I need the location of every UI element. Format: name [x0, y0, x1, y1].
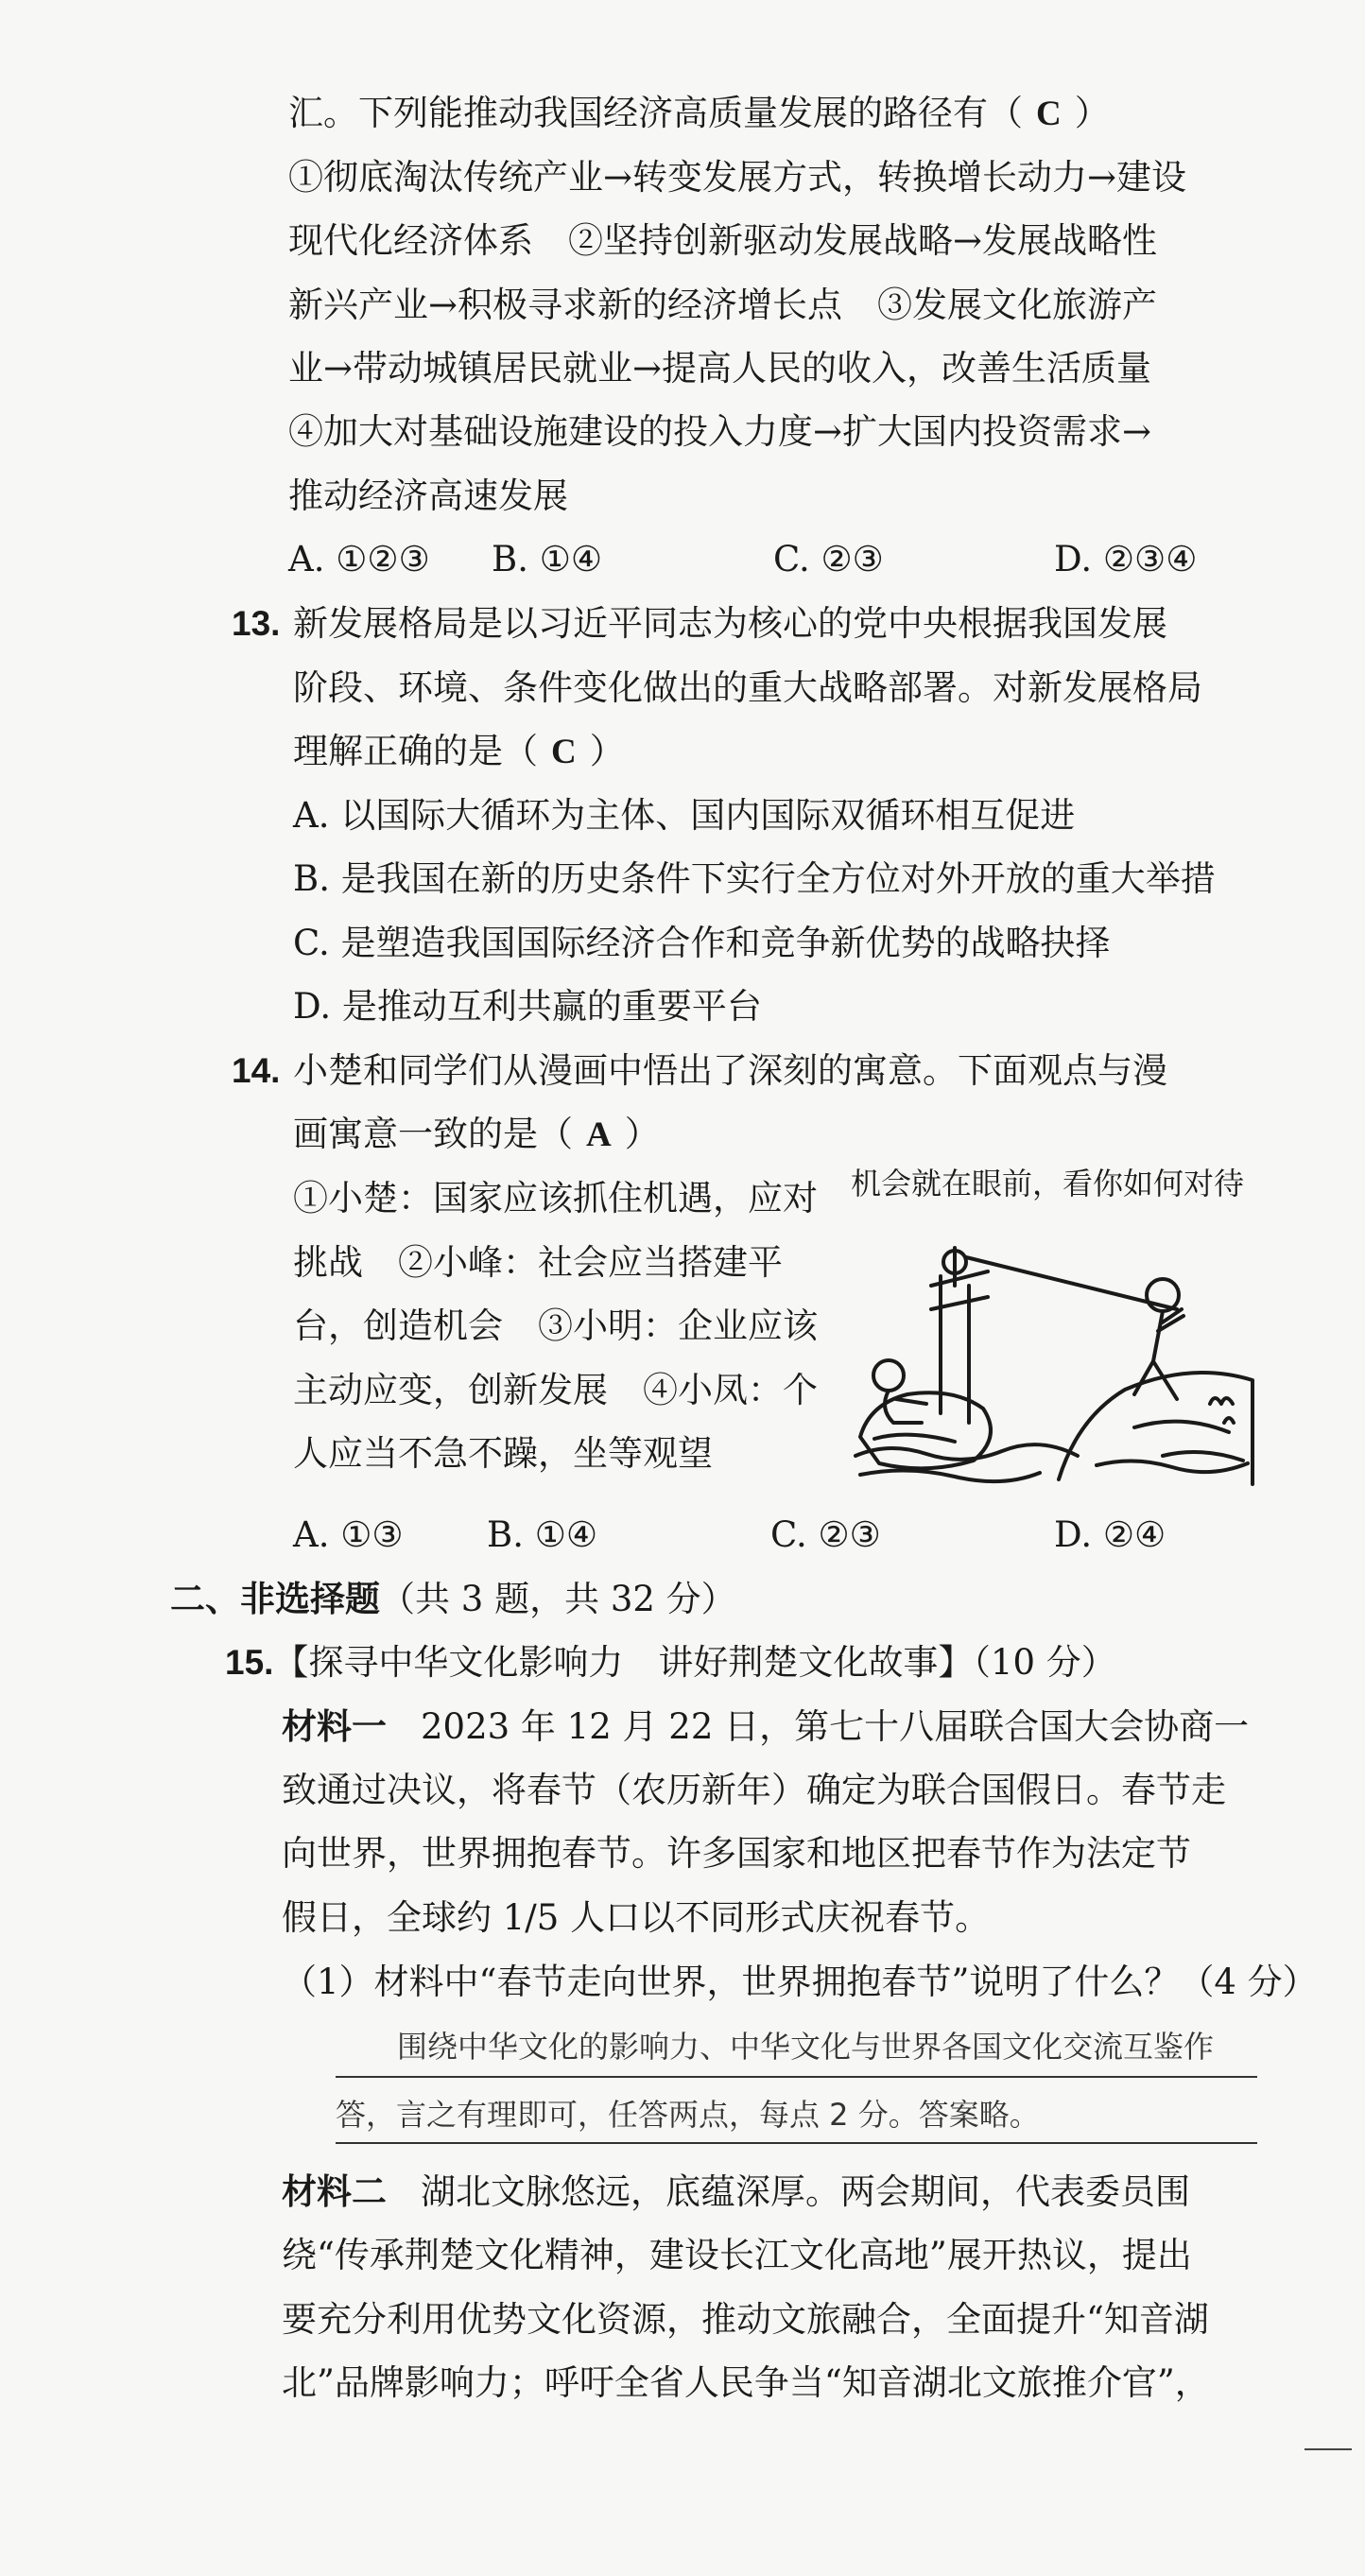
q14-option-c: C. ②③ [770, 1514, 881, 1555]
q14-stem-line-2 [293, 1110, 660, 1160]
material1-line-1 [282, 1702, 1249, 1752]
q13-answer: C [551, 733, 577, 771]
section2-title: 二、非选择题 [170, 1578, 380, 1619]
material1-line-2: 致通过决议，将春节（农历新年）确定为联合国假日。春节走 [282, 1770, 1226, 1810]
q14-option-d: D. ②④ [1054, 1514, 1166, 1555]
q12-stem-text: 汇。下列能推动我国经济高质量发展的路径有（ [288, 93, 1023, 133]
material2-line-2: 绕“传承荆楚文化精神，建设长江文化高地”展开热议，提出 [282, 2235, 1192, 2275]
q14-option-a: A. ①③ [293, 1514, 404, 1555]
material2-line-4: 北”品牌影响力；呼吁全省人民争当“知音湖北文旅推介官”， [282, 2362, 1210, 2403]
q13-option-a: A. 以国际大循环为主体、国内国际双循环相互促进 [293, 795, 1076, 836]
q12-stem-line-5: 业→带动城镇居民就业→提高人民的收入，改善生活质量 [288, 348, 1152, 389]
q14-stem-line-1: 小楚和同学们从漫画中悟出了深刻的寓意。下面观点与漫 [293, 1050, 1167, 1091]
q14-body-line-4: 主动应变，创新发展 ④小凤：个 [293, 1370, 818, 1410]
q12-option-d: D. ②③④ [1054, 539, 1198, 579]
answer-underline-1 [336, 2076, 1257, 2078]
q15-number: 15. [225, 1643, 274, 1682]
q14-number: 14. [232, 1051, 281, 1090]
q13-option-d: D. 是推动互利共赢的重要平台 [293, 986, 762, 1027]
q15-title: 【探寻中华文化影响力 讲好荆楚文化故事】（10 分） [273, 1642, 1116, 1683]
q13-stem-line-1: 新发展格局是以习近平同志为核心的党中央根据我国发展 [293, 603, 1167, 644]
q12-stem-line-1 [288, 89, 1110, 139]
q13-number: 13. [232, 604, 281, 643]
answer-underline-2 [336, 2142, 1257, 2144]
q13-stem-line-3 [293, 727, 625, 777]
q13-option-c: C. 是塑造我国国际经济合作和竞争新优势的战略抉择 [293, 923, 1111, 963]
material2-line-3: 要充分利用优势文化资源，推动文旅融合，全面提升“知音湖 [282, 2299, 1209, 2340]
material2-label: 材料二 [282, 2170, 387, 2212]
q13-option-b: B. 是我国在新的历史条件下实行全方位对外开放的重大举措 [293, 858, 1216, 899]
material2-text: 湖北文脉悠远，底蕴深厚。两会期间，代表委员围 [421, 2171, 1190, 2212]
q13-stem-line-2: 阶段、环境、条件变化做出的重大战略部署。对新发展格局 [293, 667, 1202, 708]
q12-stem-line-4: 新兴产业→积极寻求新的经济增长点 ③发展文化旅游产 [288, 285, 1158, 325]
q14-bracket-close: ） [624, 1114, 660, 1154]
q12-option-a: A. ①②③ [288, 539, 430, 579]
q12-option-b: B. ①④ [492, 539, 603, 579]
section2-info: （共 3 题，共 32 分） [380, 1579, 736, 1619]
page-edge-mark [1305, 2448, 1352, 2450]
q14-answer: A [586, 1115, 612, 1154]
q12-option-c: C. ②③ [773, 539, 884, 579]
q15-heading [225, 1638, 1116, 1687]
material1-label: 材料一 [282, 1705, 387, 1747]
q14-body-line-1: ①小楚：国家应该抓住机遇，应对 [293, 1178, 818, 1219]
q12-stem-line-2: ①彻底淘汰传统产业→转变发展方式，转换增长动力→建设 [288, 157, 1187, 198]
material1-text: 2023 年 12 月 22 日，第七十八届联合国大会协商一 [421, 1706, 1250, 1747]
q14-body-line-3: 台，创造机会 ③小明：企业应该 [293, 1305, 818, 1346]
q13-stem-text: 理解正确的是（ [293, 731, 538, 771]
q12-stem-line-7: 推动经济高速发展 [288, 475, 568, 516]
q14-stem-text: 画寓意一致的是（ [293, 1114, 573, 1154]
material1-line-4: 假日，全球约 1/5 人口以不同形式庆祝春节。 [282, 1897, 991, 1938]
q15-answer-line-2: 答，言之有理即可，任答两点，每点 2 分。答案略。 [336, 2097, 1040, 2133]
q12-bracket-close: ） [1074, 93, 1110, 133]
q14-body-line-2: 挑战 ②小峰：社会应当搭建平 [293, 1242, 783, 1283]
q12-answer: C [1036, 95, 1062, 133]
q15-sub1-question: （1）材料中“春节走向世界，世界拥抱春节”说明了什么？（4 分） [282, 1962, 1318, 2002]
q14-body-line-5: 人应当不急不躁，坐等观望 [293, 1433, 713, 1474]
cartoon-illustration [851, 1219, 1257, 1494]
q12-stem-line-6: ④加大对基础设施建设的投入力度→扩大国内投资需求→ [288, 411, 1152, 452]
q14-option-b: B. ①④ [487, 1514, 598, 1555]
material2-line-1 [282, 2167, 1190, 2217]
q13-bracket-close: ） [589, 731, 625, 771]
section2-heading [170, 1574, 736, 1624]
material1-line-3: 向世界，世界拥抱春节。许多国家和地区把春节作为法定节 [282, 1833, 1191, 1874]
q15-answer-line-1: 围绕中华文化的影响力、中华文化与世界各国文化交流互鉴作 [397, 2029, 1215, 2065]
q12-stem-line-3: 现代化经济体系 ②坚持创新驱动发展战略→发展战略性 [288, 220, 1158, 261]
cartoon-caption: 机会就在眼前，看你如何对待 [851, 1166, 1245, 1202]
